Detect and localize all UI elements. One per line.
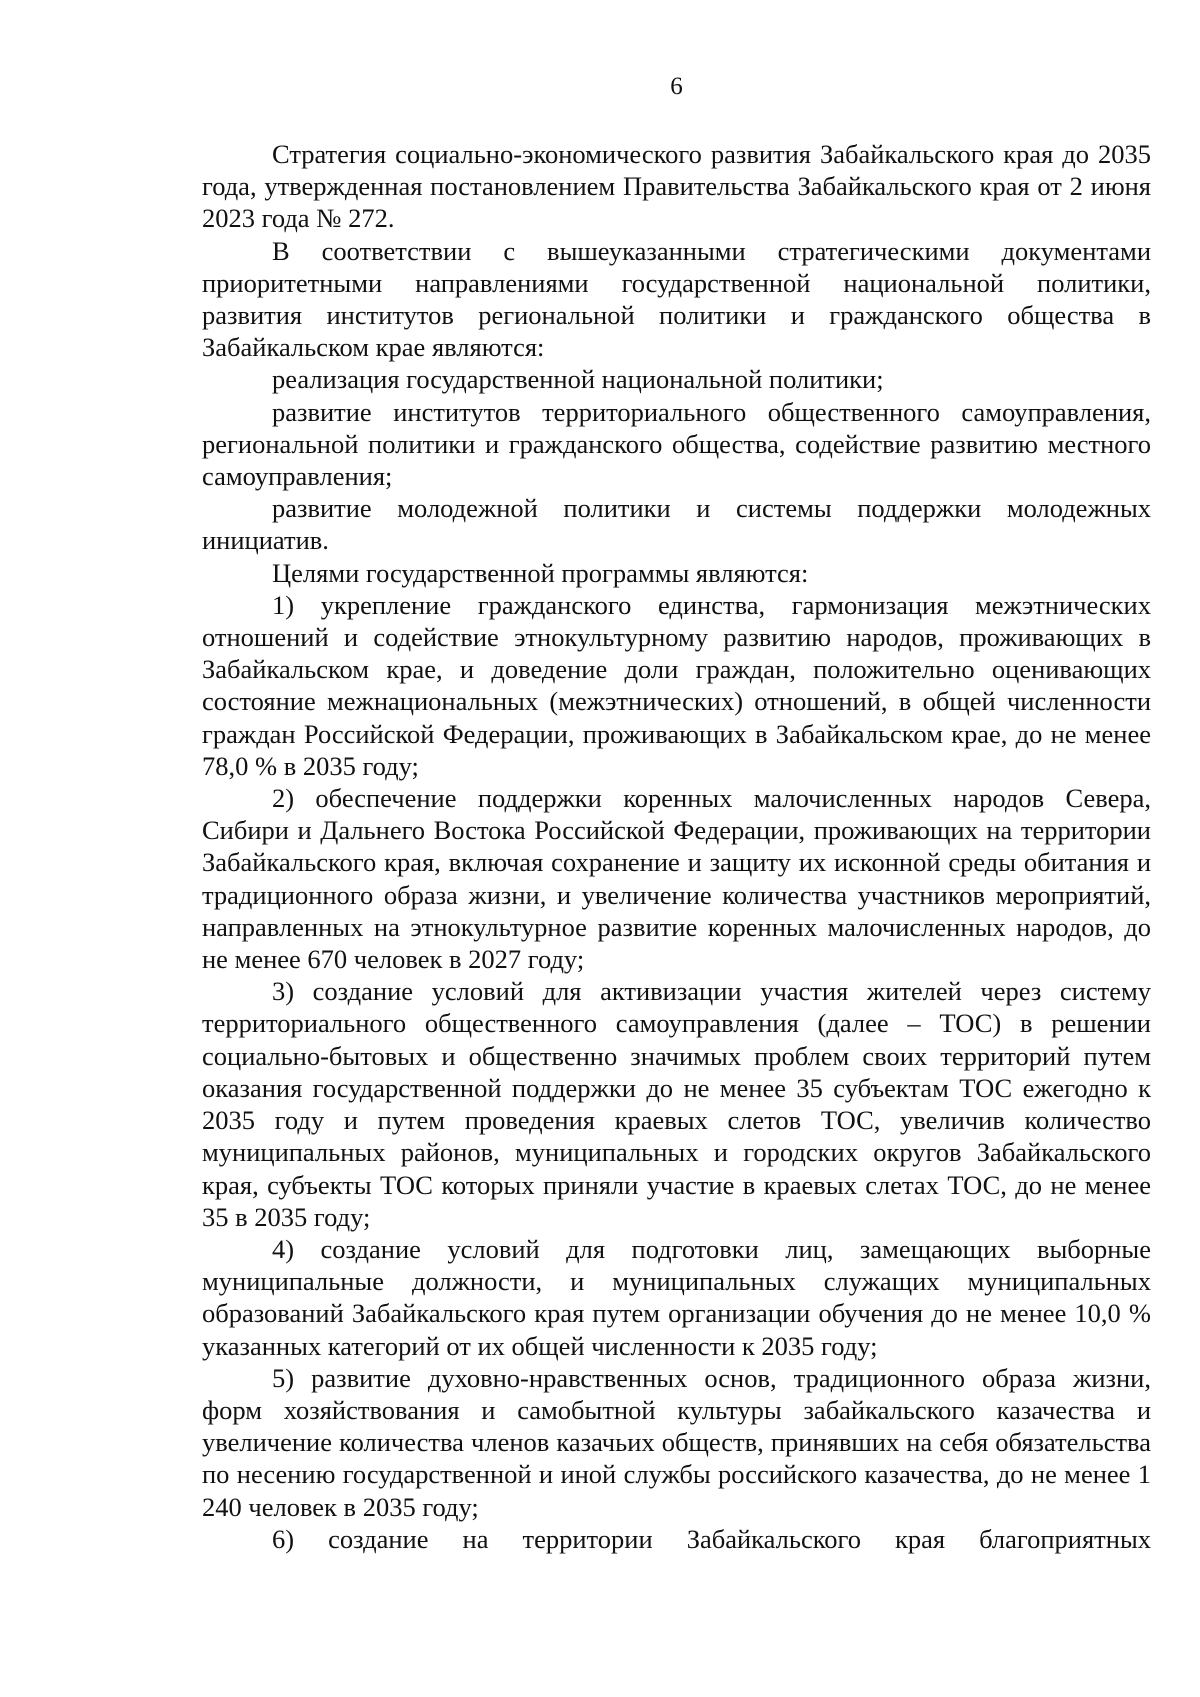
paragraph-goal-1: 1) укрепление гражданского единства, гармонизация межэтнических отношений и содействие этнокультурному развитию народов, проживающих в Забайкальском крае, и доведение доли граждан, положительно оценивающих состояние межнациональных (межэтнических) отношений, в общей численности граждан Российской Федерации, проживающих в Забайкальском крае, до не менее 78,0 % в 2035 году; [202,589,1151,781]
page-number: 6 [670,73,683,100]
document-body [202,138,1151,1555]
paragraph-direction-national-policy: реализация государственной национальной политики; [272,364,884,395]
paragraph-goal-4: 4) создание условий для подготовки лиц, замещающих выборные муниципальные должности, и муниципальных служащих муниципальных образований Забайкальского края путем организации обучения до не менее 10,0 % указанных категорий от их общей численности к 2035 году; [202,1233,1151,1361]
paragraph-priority-directions: В соответствии с вышеуказанными стратегическими документами приоритетными направлениями государственной национальной политики, развития институтов региональной политики и гражданского общества в Забайкальском крае являются: [202,235,1151,363]
paragraph-goals-heading: Целями государственной программы являются: [272,557,809,588]
paragraph-direction-youth-policy: развитие молодежной политики и системы поддержки молодежных инициатив. [202,493,1151,556]
paragraph-goal-5: 5) развитие духовно-нравственных основ, традиционного образа жизни, форм хозяйствования и самобытной культуры забайкальского казачества и увеличение количества членов казачьих обществ, принявших на себя обязательства по несению государственной и иной службы российского казачества, до не менее 1 240 человек в 2035 году; [202,1362,1151,1522]
paragraph-strategy-reference: Стратегия социально-экономического развития Забайкальского края до 2035 года, утвержденная постановлением Правительства Забайкальского края от 2 июня 2023 года № 272. [202,139,1151,234]
paragraph-direction-self-government: развитие институтов территориального общественного самоуправления, региональной политики и гражданского общества, содействие развитию местного самоуправления; [202,396,1151,492]
paragraph-goal-3: 3) создание условий для активизации участия жителей через систему территориального общественного самоуправления (далее – ТОС) в решении социально-бытовых и общественно значимых проблем своих территорий путем оказания государственной поддержки до не менее 35 субъектам ТОС ежегодно к 2035 году и путем проведения краевых слетов ТОС, увеличив количество муниципальных районов, муниципальных и городских округов Забайкальского края, субъекты ТОС которых приняли участие в краевых слетах ТОС, до не менее 35 в 2035 году; [202,976,1151,1232]
paragraph-goal-6: 6) создание на территории Забайкальского края благоприятных [272,1523,1151,1554]
paragraph-goal-2: 2) обеспечение поддержки коренных малочисленных народов Севера, Сибири и Дальнего Востока Российской Федерации, проживающих на территории Забайкальского края, включая сохранение и защиту их исконной среды обитания и традиционного образа жизни, и увеличение количества участников мероприятий, направленных на этнокультурное развитие коренных малочисленных народов, до не менее 670 человек в 2027 году; [202,783,1151,975]
